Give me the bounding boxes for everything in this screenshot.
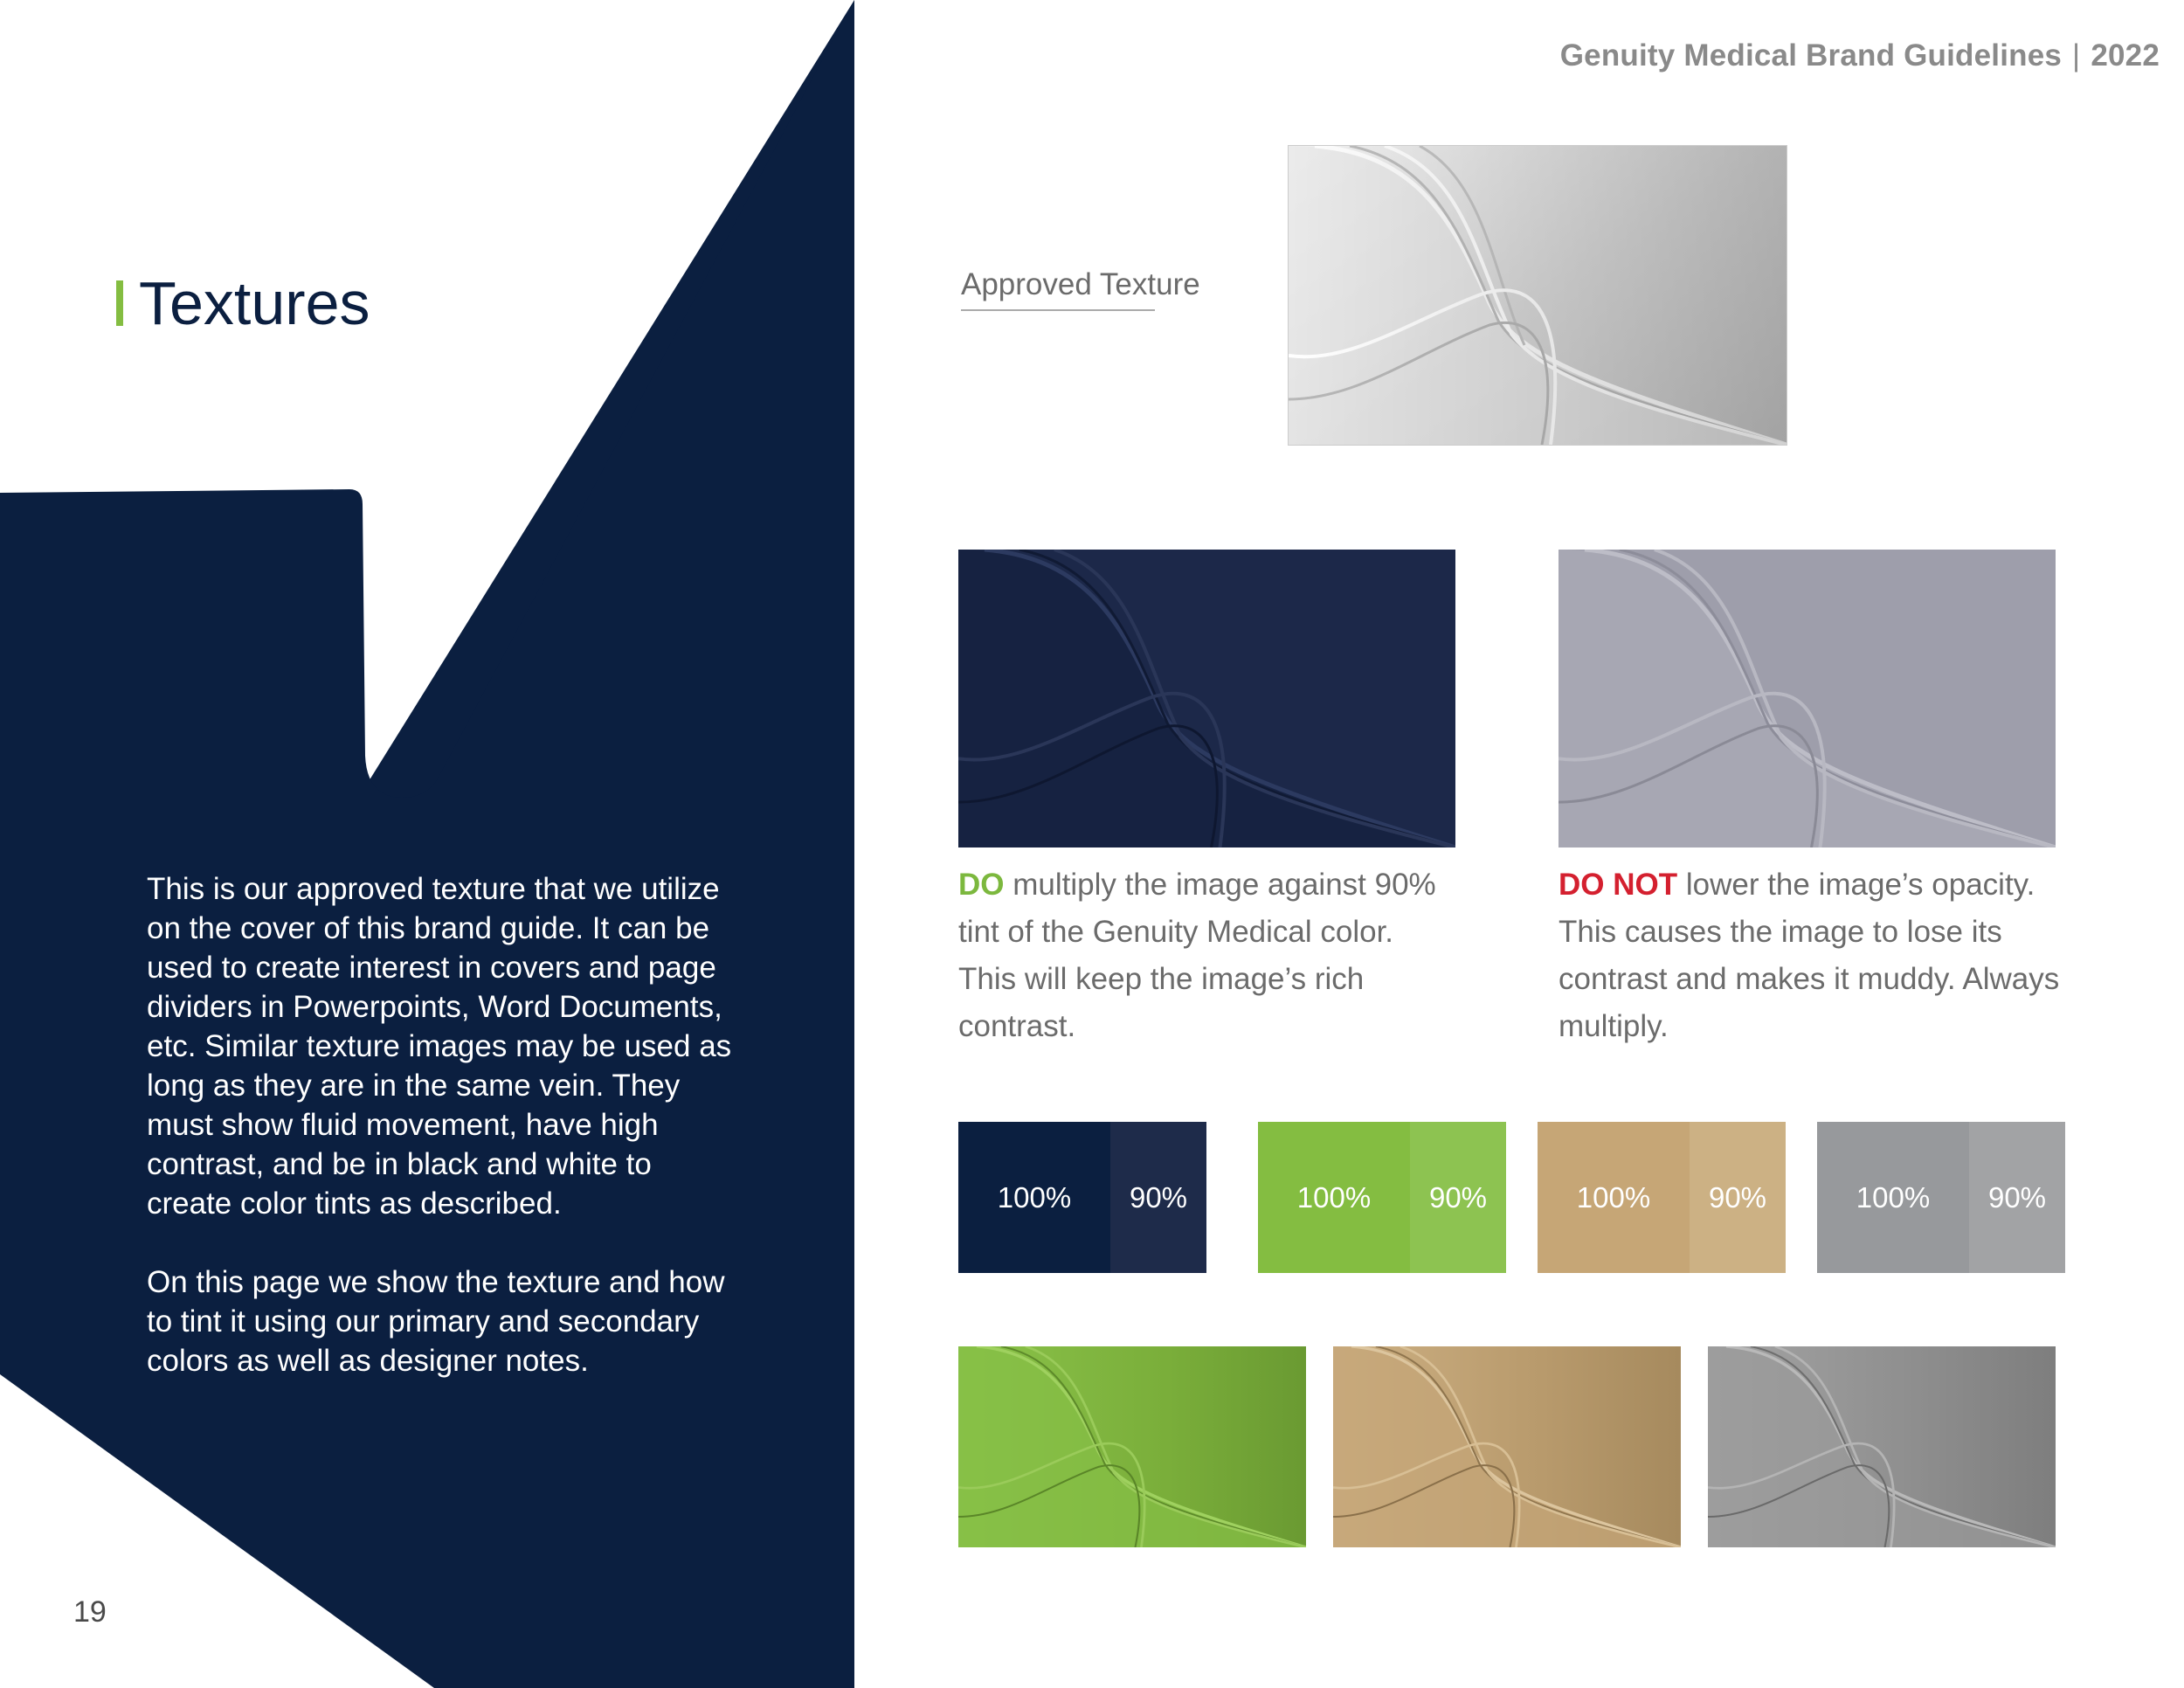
swatch-gray-90: 90% [1969,1122,2065,1273]
swatch-navy-100: 100% [958,1122,1110,1273]
page-title [116,268,370,338]
page-number: 19 [73,1595,107,1629]
swatch-tan-90: 90% [1690,1122,1786,1273]
swatch-gray [1817,1122,2065,1273]
swatch-navy [958,1122,1206,1273]
donot-note [1559,861,2065,1050]
swatch-gray-100: 100% [1817,1122,1969,1273]
swatch-navy-90: 90% [1110,1122,1206,1273]
swatch-tan-100: 100% [1538,1122,1690,1273]
swatch-green-100: 100% [1258,1122,1410,1273]
do-texture-navy-image [958,550,1455,847]
header-separator: | [2072,38,2081,73]
brand-title: Genuity Medical Brand Guidelines [1559,38,2063,73]
title-accent-bar [116,280,123,326]
do-note-text: multiply the image against 90% tint of the Genuity Medical color. This will keep the image’s rich contrast. [958,868,1436,1043]
intro-text [147,869,741,1420]
gray-tinted-texture-image [1708,1346,2056,1547]
donot-label: DO NOT [1559,868,1678,902]
intro-paragraph-1: This is our approved texture that we utilize on the cover of this brand guide. It can be used to create interest in covers and page dividers in Powerpoints, Word Documents, etc. Similar texture images may be used as long as they are in the same vein. They must show fluid movement, have high contrast, and be in black and white to create color tints as described. [147,872,732,1221]
header-year: 2022 [2091,38,2160,73]
approved-texture-underline [961,309,1155,311]
approved-texture-label: Approved Texture [961,267,1200,301]
tan-tinted-texture-image [1333,1346,1681,1547]
donot-note-text: lower the image’s opacity. This causes the image to lose its contrast and makes it muddy. Always multiply. [1559,868,2060,1043]
green-tinted-texture-image [958,1346,1306,1547]
do-label: DO [958,868,1005,902]
page-title-text: Textures [139,269,370,337]
swatch-green-90: 90% [1410,1122,1506,1273]
document-header [1560,38,2160,73]
intro-paragraph-2: On this page we show the texture and how to tint it using our primary and secondary colors as well as designer notes. [147,1265,725,1378]
do-note [958,861,1448,1050]
swatch-tan [1538,1122,1786,1273]
approved-texture-image [1288,145,1787,446]
swatch-green [1258,1122,1506,1273]
donot-texture-washed-image [1559,550,2056,847]
